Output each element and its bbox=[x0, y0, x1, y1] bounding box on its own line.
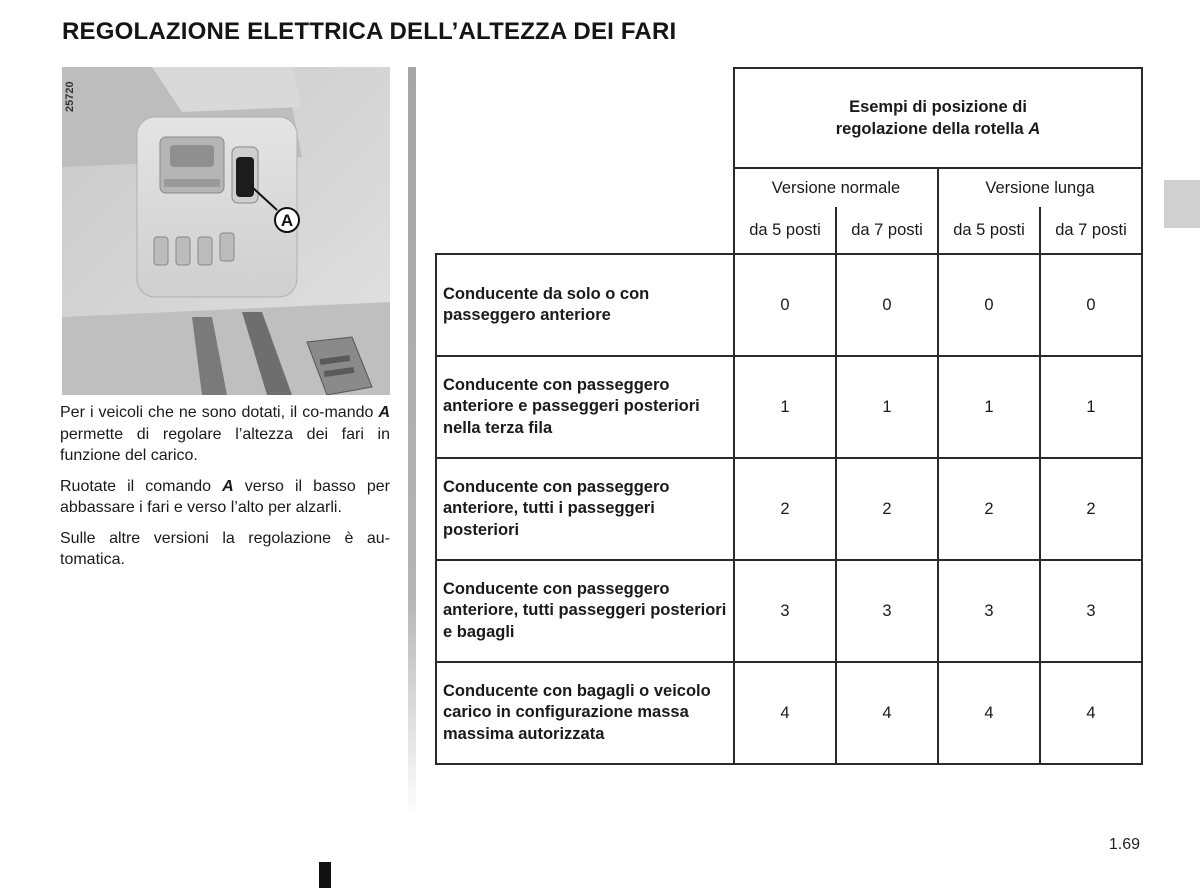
row-label: Conducente da solo o con passeggero anteriore bbox=[436, 254, 734, 356]
row-value: 1 bbox=[938, 356, 1040, 458]
paragraph-3: Sulle altre versioni la regolazione è au-tomatica. bbox=[60, 529, 390, 568]
description-text bbox=[60, 402, 390, 580]
adjustment-table bbox=[435, 67, 1143, 765]
table-header: Esempi di posizione di regolazione della rotella A bbox=[734, 68, 1142, 168]
row-value: 0 bbox=[1040, 254, 1142, 356]
row-value: 4 bbox=[734, 662, 836, 764]
row-value: 1 bbox=[734, 356, 836, 458]
column-divider bbox=[408, 67, 416, 817]
row-label: Conducente con passeggero anteriore e passeggeri posteriori nella terza fila bbox=[436, 356, 734, 458]
row-value: 2 bbox=[938, 458, 1040, 560]
row-value: 2 bbox=[836, 458, 938, 560]
version-long-header: Versione lunga bbox=[938, 168, 1142, 207]
row-value: 0 bbox=[734, 254, 836, 356]
seat-header: da 5 posti bbox=[734, 207, 836, 254]
seat-header: da 7 posti bbox=[1040, 207, 1142, 254]
table-row bbox=[436, 560, 1142, 662]
row-value: 4 bbox=[938, 662, 1040, 764]
paragraph-2: Ruotate il comando A verso il basso per abbassare i fari e verso l’alto per alzarli. bbox=[60, 477, 390, 516]
table-row bbox=[436, 662, 1142, 764]
row-value: 4 bbox=[1040, 662, 1142, 764]
row-value: 3 bbox=[938, 560, 1040, 662]
row-value: 1 bbox=[1040, 356, 1142, 458]
table-row bbox=[436, 458, 1142, 560]
table-row bbox=[436, 254, 1142, 356]
paragraph-1: Per i veicoli che ne sono dotati, il co-mando A permette di regolare l’altezza dei fari in funzione del carico. bbox=[60, 404, 390, 464]
svg-text:A: A bbox=[280, 211, 294, 230]
chapter-tab bbox=[1164, 180, 1200, 228]
row-value: 3 bbox=[836, 560, 938, 662]
row-label: Conducente con passeggero anteriore, tutti passeggeri posteriori e bagagli bbox=[436, 560, 734, 662]
row-value: 2 bbox=[1040, 458, 1142, 560]
row-value: 0 bbox=[836, 254, 938, 356]
row-value: 4 bbox=[836, 662, 938, 764]
dashboard-illustration bbox=[62, 67, 390, 395]
dashboard-photo bbox=[62, 67, 390, 395]
row-value: 2 bbox=[734, 458, 836, 560]
version-normal-header: Versione normale bbox=[734, 168, 938, 207]
row-label: Conducente con bagagli o veicolo carico in configurazione massa massima autorizzata bbox=[436, 662, 734, 764]
photo-reference-number: 25720 bbox=[64, 81, 76, 112]
seat-header: da 7 posti bbox=[836, 207, 938, 254]
row-value: 3 bbox=[734, 560, 836, 662]
row-value: 1 bbox=[836, 356, 938, 458]
row-label: Conducente con passeggero anteriore, tutti i passeggeri posteriori bbox=[436, 458, 734, 560]
row-value: 3 bbox=[1040, 560, 1142, 662]
seat-header: da 5 posti bbox=[938, 207, 1040, 254]
table-row bbox=[436, 356, 1142, 458]
page-number: 1.69 bbox=[1108, 836, 1140, 853]
page-title: REGOLAZIONE ELETTRICA DELL’ALTEZZA DEI FARI bbox=[62, 18, 677, 45]
page-edge-mark bbox=[319, 862, 331, 888]
row-value: 0 bbox=[938, 254, 1040, 356]
